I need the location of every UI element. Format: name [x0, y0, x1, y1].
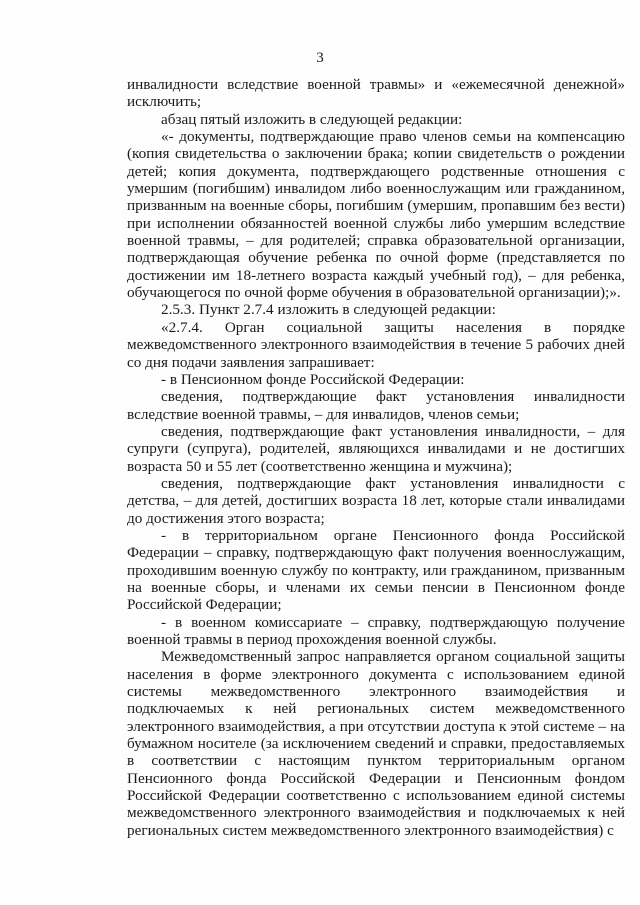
paragraph-10: - в территориальном органе Пенсионного фонда Российской Федерации – справку, подтверждающую факт получения военнослужащим, проходившим военную службу по контракту, или гражданином, призванным на военные сборы, и членами их семьи пенсии в Пенсионном фонде Российской Федерации;	[127, 526, 625, 614]
paragraph-2: абзац пятый изложить в следующей редакции:	[161, 110, 463, 128]
paragraph-6: - в Пенсионном фонде Российской Федерации:	[161, 370, 465, 388]
paragraph-5: «2.7.4. Орган социальной защиты населения в порядке межведомственного электронного взаимодействия в течение 5 рабочих дней со дня подачи заявления запрашивает:	[127, 318, 625, 371]
paragraph-8: сведения, подтверждающие факт установления инвалидности, – для супруги (супруга), родителей, являющихся инвалидами и не достигших возраста 50 и 55 лет (соответственно женщина и мужчина);	[127, 422, 625, 475]
paragraph-12: Межведомственный запрос направляется органом социальной защиты населения в форме электронного документа с использованием единой системы межведомственного электронного взаимодействия и подключаемых к ней региональных систем межведомственного электронного взаимодействия, а при отсутствии доступа к этой системе – на бумажном носителе (за исключением сведений и справки, предоставляемых в соответствии с настоящим пунктом территориальным органом Пенсионного фонда Российской Федерации и Пенсионным фондом Российской Федерации соответственно с использованием единой системы межведомственного электронного взаимодействия и подключаемых к ней региональных систем межведомственного электронного взаимодействия) с	[127, 648, 625, 839]
page-number: 3	[316, 50, 324, 66]
document-body	[127, 76, 625, 839]
paragraph-7: сведения, подтверждающие факт установления инвалидности вследствие военной травмы, – для инвалидов, членов семьи;	[127, 388, 625, 423]
paragraph-11: - в военном комиссариате – справку, подтверждающую получение военной травмы в период прохождения военной службы.	[127, 613, 625, 648]
paragraph-1: инвалидности вследствие военной травмы» и «ежемесячной денежной» исключить;	[127, 76, 625, 111]
paragraph-4: 2.5.3. Пункт 2.7.4 изложить в следующей редакции:	[161, 301, 496, 319]
paragraph-3: «- документы, подтверждающие право членов семьи на компенсацию (копия свидетельства о заключении брака; копии свидетельств о рождении детей; копия документа, подтверждающего родственные отношения с умершим (погибшим) инвалидом либо военнослужащим или гражданином, призванным на военные сборы, погибшим (умершим, пропавшим без вести) при исполнении обязанностей военной службы либо умершим вследствие военной травмы, – для родителей; справка образовательной организации, подтверждающая обучение ребенка по очной форме (представляется по достижении им 18-летнего возраста каждый учебный год), – для ребенка, обучающегося по очной форме обучения в образовательной организации);».	[127, 128, 625, 302]
paragraph-9: сведения, подтверждающие факт установления инвалидности с детства, – для детей, достигших возраста 18 лет, которые стали инвалидами до достижения этого возраста;	[127, 474, 625, 527]
